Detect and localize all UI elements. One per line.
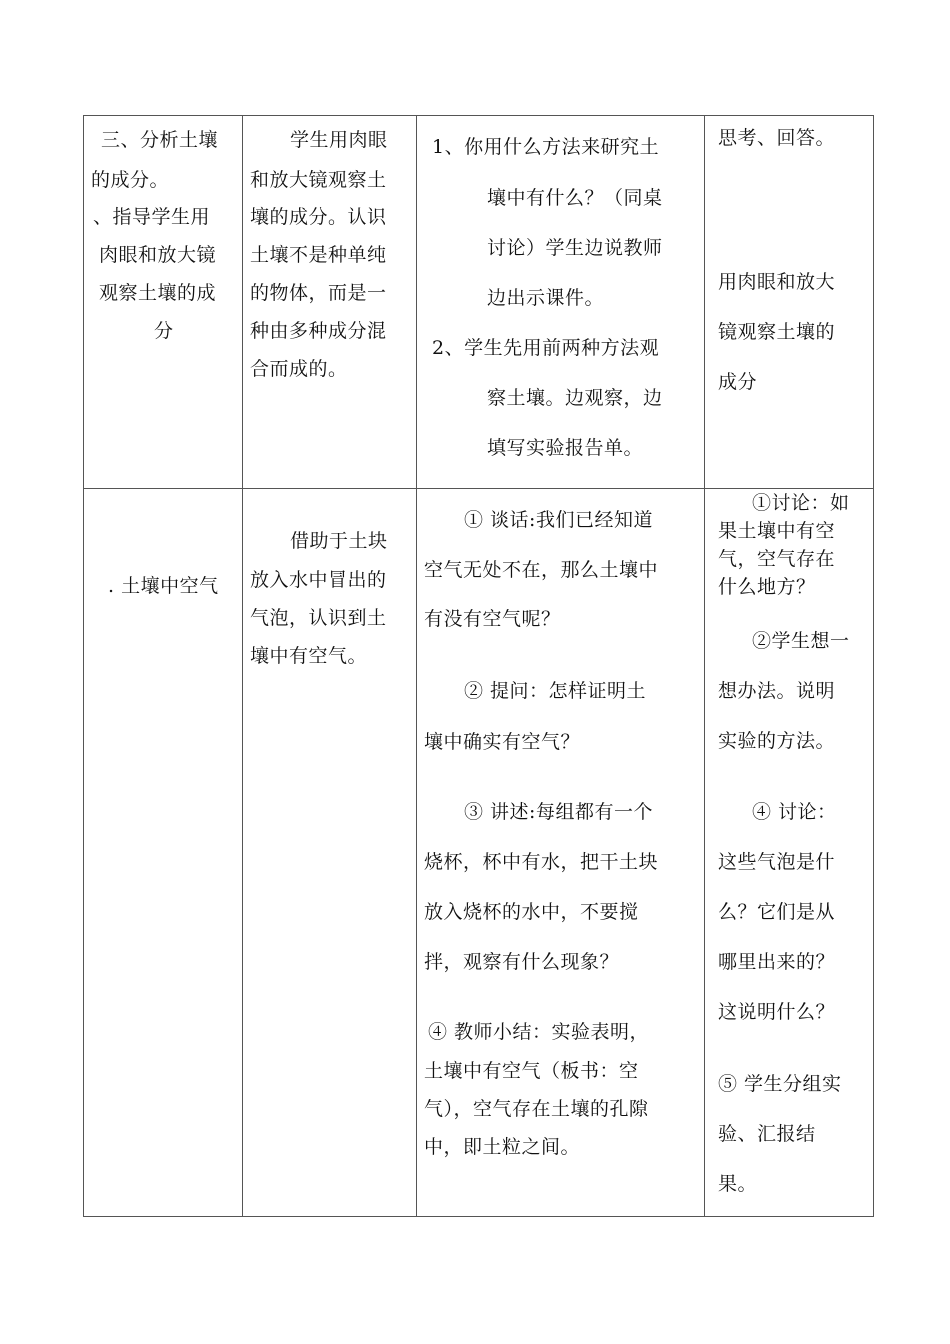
text-line: 讨论）学生边说教师 [487, 237, 663, 259]
text-line: 察土壤。边观察，边 [487, 387, 663, 409]
student-activity-cell [705, 489, 874, 1217]
lesson-plan-table [83, 115, 874, 1217]
teacher-activity-cell [417, 116, 705, 489]
text-line: ②学生想一 [752, 630, 850, 652]
text-line: 拌，观察有什么现象？ [424, 951, 620, 973]
teacher-activity-cell [417, 489, 705, 1217]
objective-cell [243, 489, 417, 1217]
text-line: ④ 讨论： [752, 801, 837, 823]
table-row [84, 489, 874, 1217]
text-line: 肉眼和放大镜 [99, 244, 217, 266]
text-line: 想办法。说明 [718, 680, 836, 702]
text-line: 借助于土块 [290, 530, 388, 552]
text-line: 学生用肉眼 [290, 129, 388, 151]
text-line: 中，即土粒之间。 [424, 1136, 581, 1158]
text-line: ① 谈话:我们已经知道 [464, 509, 653, 531]
text-line: 实验的方法。 [718, 730, 836, 752]
text-line: 壤中有什么？（同桌 [487, 187, 663, 209]
section-title-cell [84, 116, 243, 489]
text-line: 三、分析土壤 [101, 129, 219, 151]
text-line: 分 [154, 320, 174, 342]
text-line: 土壤不是种单纯 [250, 244, 387, 266]
text-line: 这些气泡是什 [718, 851, 836, 873]
text-line: 哪里出来的？ [718, 951, 836, 973]
text-line: ⑤ 学生分组实 [718, 1073, 842, 1095]
section-title-cell [84, 489, 243, 1217]
student-activity-cell [705, 116, 874, 489]
text-line: 果土壤中有空 [718, 520, 836, 542]
text-line: 思考、回答。 [718, 127, 836, 149]
text-line: 壤中有空气。 [250, 645, 368, 667]
text-line: 气，空气存在 [718, 548, 836, 570]
table-row [84, 116, 874, 489]
text-line: 、指导学生用 [93, 206, 211, 228]
text-line: 么？它们是从 [718, 901, 836, 923]
text-line: 壤中确实有空气？ [424, 731, 581, 753]
text-line: 土壤中有空气（板书：空 [424, 1060, 639, 1082]
text-line: 观察土壤的成 [99, 282, 217, 304]
text-line: 成分 [718, 371, 758, 393]
text-line: ② 提问：怎样证明土 [464, 680, 647, 702]
text-line: 用肉眼和放大 [718, 271, 836, 293]
text-line: 和放大镜观察土 [250, 169, 387, 191]
objective-cell [243, 116, 417, 489]
text-line: 边出示课件。 [487, 287, 605, 309]
text-line: 气），空气存在土壤的孔隙 [424, 1098, 649, 1120]
text-line: 这说明什么？ [718, 1001, 836, 1023]
text-line: 的物体，而是一 [250, 282, 387, 304]
text-line: 验、汇报结 [718, 1123, 816, 1145]
text-line: ③ 讲述:每组都有一个 [464, 801, 653, 823]
text-line: 壤的成分。认识 [250, 206, 387, 228]
text-line: 种由多种成分混 [250, 320, 387, 342]
text-line: 合而成的。 [250, 358, 348, 380]
text-line: ①讨论：如 [752, 492, 850, 514]
text-line: 填写实验报告单。 [487, 437, 644, 459]
text-line: 果。 [718, 1173, 758, 1195]
text-line: 2、学生先用前两种方法观 [432, 337, 660, 359]
text-line: 空气无处不在，那么土壤中 [424, 559, 659, 581]
text-line: 放入水中冒出的 [250, 569, 387, 591]
text-line: 有没有空气呢？ [424, 608, 561, 630]
text-line: 什么地方？ [718, 576, 816, 598]
text-line: . 土壤中空气 [108, 575, 219, 597]
text-line: 1、你用什么方法来研究土 [432, 136, 660, 158]
text-line: ④ 教师小结：实验表明， [428, 1021, 650, 1043]
text-line: 气泡，认识到土 [250, 607, 387, 629]
text-line: 放入烧杯的水中，不要搅 [424, 901, 639, 923]
text-line: 烧杯，杯中有水，把干土块 [424, 851, 659, 873]
text-line: 的成分。 [91, 169, 170, 191]
text-line: 镜观察土壤的 [718, 321, 836, 343]
